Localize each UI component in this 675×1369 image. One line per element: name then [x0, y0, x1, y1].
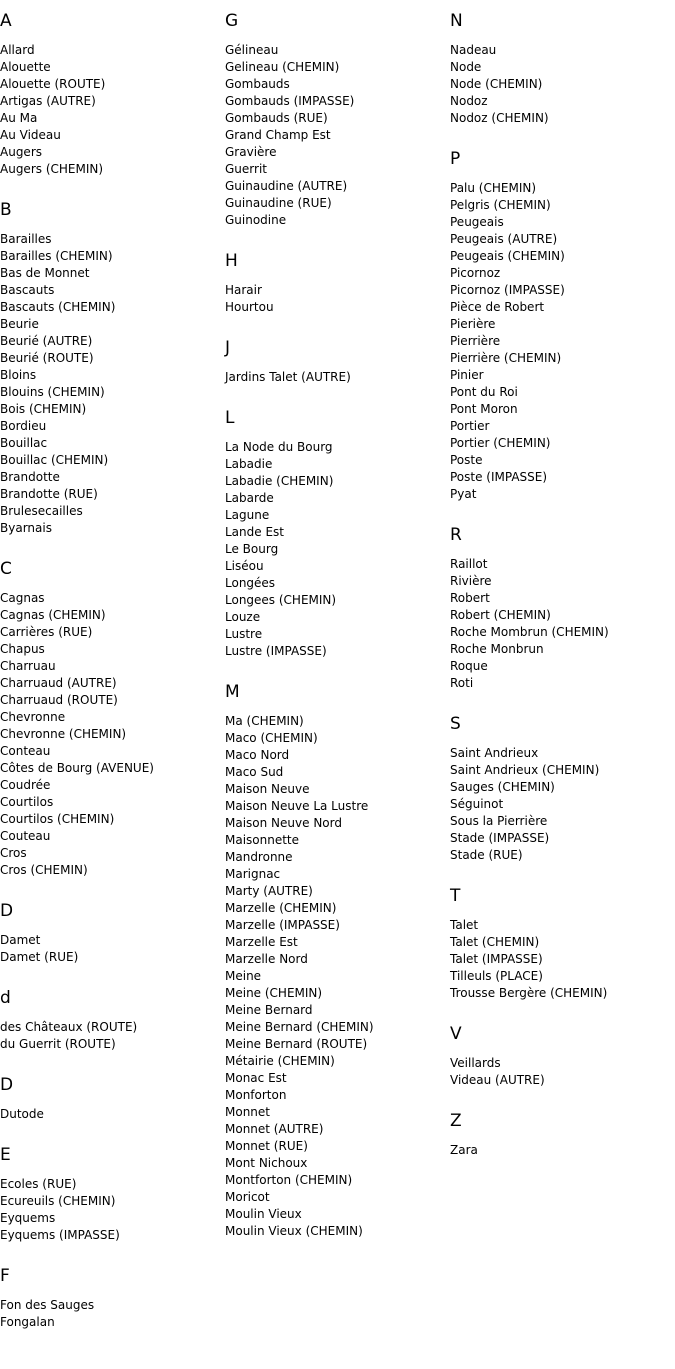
street-name: Monnet (RUE)	[225, 1139, 308, 1153]
street-name: Node (CHEMIN)	[450, 77, 543, 91]
letter-heading: d	[0, 988, 11, 1008]
letter-group	[450, 147, 675, 503]
street-name: Veillards	[450, 1056, 501, 1070]
street-name: Talet	[450, 918, 479, 932]
street-name: Roque	[450, 659, 488, 673]
street-name: Louze	[225, 610, 261, 624]
street-name: Alouette (ROUTE)	[0, 77, 106, 91]
street-name: Jardins Talet (AUTRE)	[225, 370, 351, 384]
street-name: Peugeais	[450, 215, 504, 229]
street-name: Pont du Roi	[450, 385, 518, 399]
street-name: Rivière	[450, 574, 492, 588]
street-name: Monforton	[225, 1088, 287, 1102]
street-name: Chapus	[0, 642, 45, 656]
street-name: Picornoz (IMPASSE)	[450, 283, 565, 297]
street-name: Longées	[225, 576, 276, 590]
street-name: Sauges (CHEMIN)	[450, 780, 555, 794]
street-name: Nodoz	[450, 94, 488, 108]
letter-group	[450, 1109, 675, 1159]
street-name: Maco Sud	[225, 765, 284, 779]
street-name: Nadeau	[450, 43, 497, 57]
street-name: Charruau	[0, 659, 56, 673]
street-name: Carrières (RUE)	[0, 625, 93, 639]
street-name: Gombauds	[225, 77, 290, 91]
street-name: Videau (AUTRE)	[450, 1073, 545, 1087]
street-name: Bloins	[0, 368, 37, 382]
street-name: Monnet	[225, 1105, 270, 1119]
street-name: Gombauds (IMPASSE)	[225, 94, 355, 108]
letter-group	[450, 523, 675, 692]
street-name: Lagune	[225, 508, 270, 522]
street-name: Bordieu	[0, 419, 47, 433]
street-name: Fongalan	[0, 1315, 55, 1329]
street-name: Labadie (CHEMIN)	[225, 474, 334, 488]
letter-group	[450, 1022, 675, 1089]
street-name: Augers (CHEMIN)	[0, 162, 104, 176]
street-name: Dutode	[0, 1107, 44, 1121]
street-name: Guinaudine (AUTRE)	[225, 179, 348, 193]
street-name: Monnet (AUTRE)	[225, 1122, 324, 1136]
letter-group	[0, 9, 225, 178]
letter-group	[225, 406, 450, 660]
street-name: Pont Moron	[450, 402, 518, 416]
street-name: Saint Andrieux (CHEMIN)	[450, 763, 600, 777]
letter-heading: D	[0, 901, 14, 921]
street-name: Beurié (ROUTE)	[0, 351, 94, 365]
letter-group	[0, 557, 225, 879]
street-name: Conteau	[0, 744, 51, 758]
letter-group	[450, 884, 675, 1002]
street-index-column-3	[450, 9, 675, 1179]
street-name: Poste	[450, 453, 483, 467]
street-name: Grand Champ Est	[225, 128, 331, 142]
street-name: Lustre (IMPASSE)	[225, 644, 327, 658]
letter-heading: P	[450, 149, 461, 169]
street-name: Le Bourg	[225, 542, 279, 556]
street-name: Eyquems	[0, 1211, 56, 1225]
street-name: Raillot	[450, 557, 488, 571]
street-name: Beurié (AUTRE)	[0, 334, 93, 348]
street-name: Talet (IMPASSE)	[450, 952, 543, 966]
street-name: Pierrière	[450, 334, 501, 348]
letter-heading: Z	[450, 1111, 462, 1131]
street-name: Pyat	[450, 487, 477, 501]
street-name: Marzelle Est	[225, 935, 298, 949]
street-name: Talet (CHEMIN)	[450, 935, 540, 949]
letter-heading: A	[0, 11, 12, 31]
street-name: Au Ma	[0, 111, 38, 125]
street-name: Pièce de Robert	[450, 300, 545, 314]
street-name: Métairie (CHEMIN)	[225, 1054, 335, 1068]
street-name: Labarde	[225, 491, 274, 505]
letter-group	[450, 9, 675, 127]
street-name: Augers	[0, 145, 42, 159]
street-name: Côtes de Bourg (AVENUE)	[0, 761, 154, 775]
street-name: Maisonnette	[225, 833, 300, 847]
street-name: Courtilos (CHEMIN)	[0, 812, 115, 826]
street-name: Peugeais (AUTRE)	[450, 232, 558, 246]
street-name: Bascauts (CHEMIN)	[0, 300, 116, 314]
street-name: Harair	[225, 283, 262, 297]
letter-heading: L	[225, 408, 235, 428]
street-name: La Node du Bourg	[225, 440, 333, 454]
street-name: Cros	[0, 846, 27, 860]
street-name: Tilleuls (PLACE)	[450, 969, 543, 983]
street-name: Nodoz (CHEMIN)	[450, 111, 549, 125]
street-name: du Guerrit (ROUTE)	[0, 1037, 116, 1051]
street-name: Fon des Sauges	[0, 1298, 95, 1312]
street-name: Bouillac (CHEMIN)	[0, 453, 109, 467]
street-name: Bascauts	[0, 283, 55, 297]
letter-heading: D	[0, 1075, 14, 1095]
street-name: Cros (CHEMIN)	[0, 863, 88, 877]
street-name: Pinier	[450, 368, 484, 382]
letter-group	[225, 336, 450, 386]
street-name: Damet	[0, 933, 41, 947]
street-name: Meine	[225, 969, 262, 983]
street-name: Guerrit	[225, 162, 267, 176]
street-name: Blouins (CHEMIN)	[0, 385, 105, 399]
street-name: Bouillac	[0, 436, 48, 450]
street-name: Damet (RUE)	[0, 950, 79, 964]
street-name: Portier (CHEMIN)	[450, 436, 551, 450]
letter-group	[450, 712, 675, 864]
street-name: Maco Nord	[225, 748, 290, 762]
street-name: Lustre	[225, 627, 263, 641]
letter-heading: E	[0, 1145, 11, 1165]
street-name: Bois (CHEMIN)	[0, 402, 87, 416]
letter-heading: S	[450, 714, 461, 734]
street-name: Cagnas	[0, 591, 45, 605]
street-name: Peugeais (CHEMIN)	[450, 249, 565, 263]
street-name: Marzelle (CHEMIN)	[225, 901, 337, 915]
street-name: Roti	[450, 676, 474, 690]
street-name: Picornoz	[450, 266, 501, 280]
street-name: Stade (IMPASSE)	[450, 831, 550, 845]
letter-heading: H	[225, 251, 238, 271]
street-name: Ecureuils (CHEMIN)	[0, 1194, 116, 1208]
street-name: Brulesecailles	[0, 504, 83, 518]
street-name: Montforton (CHEMIN)	[225, 1173, 353, 1187]
street-name: Portier	[450, 419, 490, 433]
street-name: des Châteaux (ROUTE)	[0, 1020, 138, 1034]
street-name: Charruaud (AUTRE)	[0, 676, 117, 690]
street-name: Roche Mombrun (CHEMIN)	[450, 625, 609, 639]
street-name: Ecoles (RUE)	[0, 1177, 77, 1191]
street-name: Node	[450, 60, 482, 74]
street-name: Palu (CHEMIN)	[450, 181, 537, 195]
street-name: Moulin Vieux	[225, 1207, 302, 1221]
letter-heading: M	[225, 682, 240, 702]
street-name: Marty (AUTRE)	[225, 884, 313, 898]
street-name: Zara	[450, 1143, 478, 1157]
street-name: Hourtou	[225, 300, 274, 314]
street-name: Couteau	[0, 829, 51, 843]
letter-group	[0, 1073, 225, 1123]
street-name: Maison Neuve Nord	[225, 816, 342, 830]
letter-group	[0, 899, 225, 966]
letter-heading: F	[0, 1266, 10, 1286]
street-name: Brandotte	[0, 470, 60, 484]
street-index-column-2	[225, 9, 450, 1260]
street-name: Meine Bernard (ROUTE)	[225, 1037, 368, 1051]
street-name: Au Videau	[0, 128, 61, 142]
street-name: Gravière	[225, 145, 277, 159]
letter-heading: C	[0, 559, 12, 579]
street-name: Alouette	[0, 60, 51, 74]
street-name: Maison Neuve	[225, 782, 310, 796]
letter-group	[225, 680, 450, 1240]
letter-group	[0, 986, 225, 1053]
letter-group	[225, 9, 450, 229]
street-name: Byarnais	[0, 521, 52, 535]
street-name: Bas de Monnet	[0, 266, 90, 280]
street-name: Brandotte (RUE)	[0, 487, 98, 501]
street-name: Monac Est	[225, 1071, 287, 1085]
street-name: Marignac	[225, 867, 281, 881]
letter-heading: B	[0, 200, 12, 220]
letter-heading: R	[450, 525, 462, 545]
street-name: Robert	[450, 591, 490, 605]
street-name: Allard	[0, 43, 35, 57]
letter-heading: N	[450, 11, 463, 31]
street-name: Coudrée	[0, 778, 51, 792]
street-name: Cagnas (CHEMIN)	[0, 608, 106, 622]
street-name: Moricot	[225, 1190, 270, 1204]
street-name: Marzelle Nord	[225, 952, 308, 966]
street-name: Chevronne (CHEMIN)	[0, 727, 127, 741]
street-name: Labadie	[225, 457, 273, 471]
letter-group	[0, 198, 225, 537]
street-name: Gélineau	[225, 43, 279, 57]
street-name: Meine (CHEMIN)	[225, 986, 323, 1000]
street-name: Robert (CHEMIN)	[450, 608, 551, 622]
letter-group	[0, 1143, 225, 1244]
street-name: Roche Monbrun	[450, 642, 544, 656]
street-name: Meine Bernard	[225, 1003, 313, 1017]
street-name: Marzelle (IMPASSE)	[225, 918, 340, 932]
street-name: Guinaudine (RUE)	[225, 196, 332, 210]
letter-heading: J	[225, 338, 231, 358]
street-name: Ma (CHEMIN)	[225, 714, 304, 728]
street-name: Poste (IMPASSE)	[450, 470, 548, 484]
street-name: Mandronne	[225, 850, 293, 864]
street-name: Charruaud (ROUTE)	[0, 693, 118, 707]
street-name: Gelineau (CHEMIN)	[225, 60, 340, 74]
street-name: Eyquems (IMPASSE)	[0, 1228, 120, 1242]
street-name: Longees (CHEMIN)	[225, 593, 337, 607]
street-name: Lande Est	[225, 525, 284, 539]
letter-group	[0, 1264, 225, 1331]
street-name: Chevronne	[0, 710, 66, 724]
street-name: Pelgris (CHEMIN)	[450, 198, 551, 212]
street-name: Barailles (CHEMIN)	[0, 249, 113, 263]
street-name: Pierière	[450, 317, 496, 331]
letter-group	[225, 249, 450, 316]
street-name: Meine Bernard (CHEMIN)	[225, 1020, 374, 1034]
street-index-column-1	[0, 9, 225, 1351]
street-name: Pierrière (CHEMIN)	[450, 351, 562, 365]
street-name: Trousse Bergère (CHEMIN)	[450, 986, 608, 1000]
letter-heading: V	[450, 1024, 462, 1044]
street-name: Saint Andrieux	[450, 746, 539, 760]
street-name: Gombauds (RUE)	[225, 111, 328, 125]
street-name: Maison Neuve La Lustre	[225, 799, 369, 813]
street-name: Mont Nichoux	[225, 1156, 308, 1170]
street-name: Liséou	[225, 559, 264, 573]
street-name: Artigas (AUTRE)	[0, 94, 96, 108]
street-name: Guinodine	[225, 213, 287, 227]
letter-heading: G	[225, 11, 239, 31]
street-name: Courtilos	[0, 795, 54, 809]
street-name: Beurie	[0, 317, 39, 331]
street-name: Stade (RUE)	[450, 848, 523, 862]
letter-heading: T	[450, 886, 461, 906]
street-name: Barailles	[0, 232, 52, 246]
street-name: Sous la Pierrière	[450, 814, 548, 828]
street-name: Séguinot	[450, 797, 504, 811]
street-name: Maco (CHEMIN)	[225, 731, 318, 745]
street-name: Moulin Vieux (CHEMIN)	[225, 1224, 363, 1238]
